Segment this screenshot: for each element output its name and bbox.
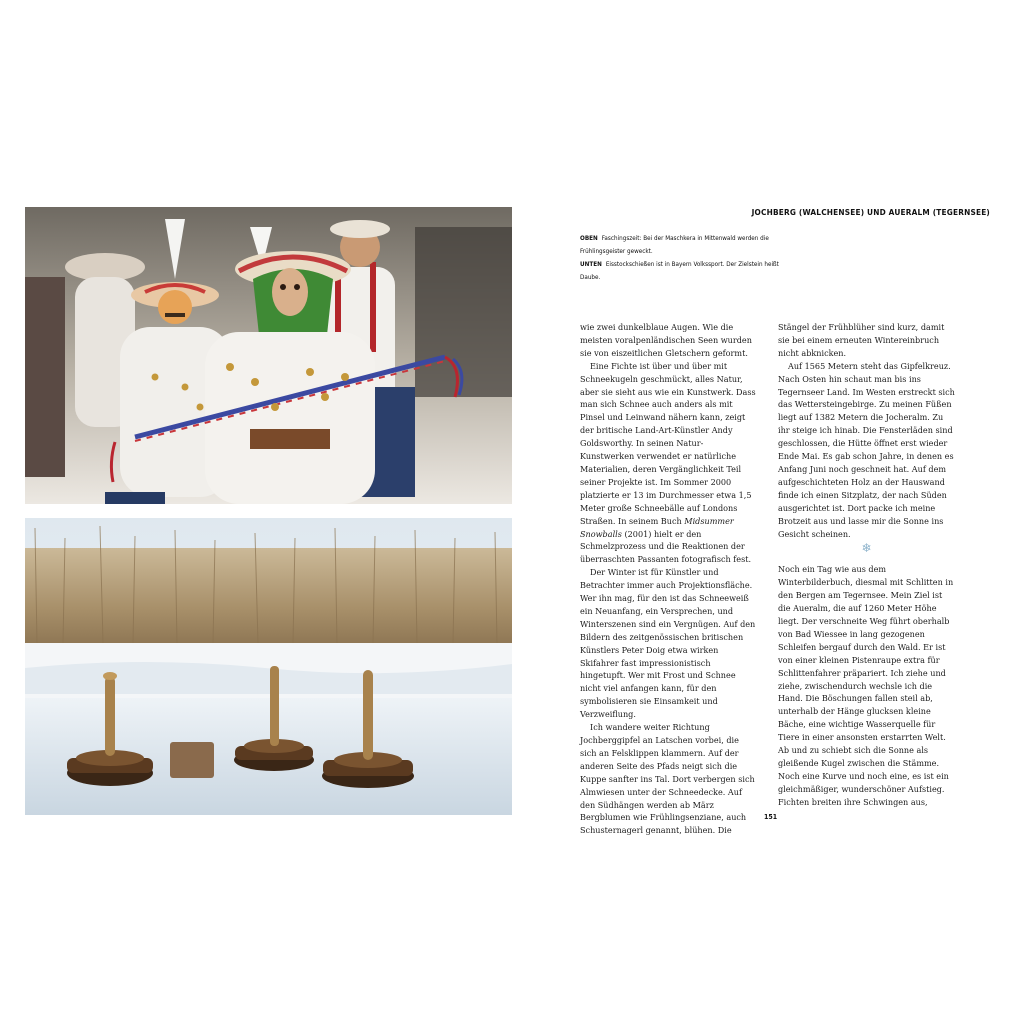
paragraph: Stängel der Frühblüher sind kurz, damit sie bei einem erneuten Wintereinbruch nicht abknicken. xyxy=(778,322,945,358)
carnival-photo-art xyxy=(25,207,512,504)
paragraph-goldsworthy xyxy=(580,360,757,567)
paragraph-text: Eine Fichte ist über und über mit Schneekugeln geschmückt, alles Natur, aber sie sieht aus wie ein Kunstwerk. Dass man sich Schnee auch anders als mit Pinsel und Leinwand nähern kann, zeigt der britische Land-Art-Künstler Andy Goldsworthy. In seinen Natur-Kunstwerken verwendet er natürliche Materialien, deren Vergänglichkeit Teil seiner Projekte ist. Im Sommer 2000 platzierte er 13 im Durchmesser etwa 1,5 Meter große Schneebälle auf Londons Straßen. In seinem Buch xyxy=(580,360,756,526)
caption-top-label: OBEN xyxy=(580,235,598,242)
caption-top xyxy=(580,232,780,258)
text-column-left xyxy=(580,321,757,837)
paragraph: Der Winter ist für Künstler und Betrachter immer auch Projektionsfläche. Wer ihn mag, für den ist das Schneeweiß ein Neuanfang, ein Versprechen, und Winterszenen sind ein Vergnügen. Auf den Bildern des zeitgenössischen britischen Künstlers Peter Doig etwa wirken Skifahrer fast impressionistisch hingetupft. Wer mit Frost und Schnee nicht viel anfangen kann, für den symbolisieren sie Einsamkeit und Verzweiflung. xyxy=(580,567,756,720)
paragraph-text: (2001) hielt er den Schmelzprozess und die Reaktionen der überraschten Passanten fotografisch fest. xyxy=(580,528,752,565)
curling-photo xyxy=(25,518,512,815)
caption-bottom-text: Eisstockschießen ist in Bayern Volkssport. Der Zielstein heißt Daube. xyxy=(580,261,779,281)
paragraph: Ich wandere weiter Richtung Jochberggipfel an Latschen vorbei, die sich an Felsklippen klammern. Auf der anderen Seite des Pfads neigt sich die Kuppe sanfter ins Tal. Dort verbergen sich Almwiesen unter der Schneedecke. Auf den Südhängen werden ab März Bergblumen wie Frühlingsenziane, auch Schusternagerl genannt, blühen. Die xyxy=(580,722,755,836)
curling-photo-art xyxy=(25,518,512,815)
snowflake-divider-icon: ❄ xyxy=(861,541,872,556)
book-title: Midsummer Snowballs xyxy=(580,515,734,539)
paragraph: Auf 1565 Metern steht das Gipfelkreuz. Nach Osten hin schaut man bis ins Tegernseer Land. Im Westen erstreckt sich das Wettersteingebirge. Zu meinen Füßen liegt auf 1382 Metern die Jocheralm. Zu ihr steige ich hinab. Die Fensterläden sind geschlossen, die Hütte öffnet erst wieder Ende Mai. Es gab schon Jahre, in denen es Anfang Juni noch geschneit hat. Auf dem aufgeschichteten Holz an der Hauswand finde ich einen Sitzplatz, der nach Süden ausgerichtet ist. Dort packe ich meine Brotzeit aus und lasse mir die Sonne ins Gesicht scheinen. xyxy=(778,360,955,539)
caption-bottom xyxy=(580,258,780,284)
running-header: JOCHBERG (WALCHENSEE) UND AUERALM (TEGERNSEE) xyxy=(751,207,990,217)
carnival-photo xyxy=(25,207,512,504)
paragraph: Noch ein Tag wie aus dem Winterbilderbuch, diesmal mit Schlitten in den Bergen am Tegernsee. Mein Ziel ist die Aueralm, die auf 1260 Meter Höhe liegt. Der verschneite Weg führt oberhalb von Bad Wiessee in lang gezogenen Schleifen bergauf durch den Wald. Er ist von einer kleinen Pistenraupe extra für Schlittenfahrer präpariert. Ich ziehe und ziehe, zwischendurch wechsle ich die Hand. Die Böschungen fallen steil ab, unterhalb der Hänge glucksen kleine Bäche, eine wichtige Wasserquelle für Tiere in einer ansonsten erstarrten Welt. Ab und zu schiebt sich die Sonne als gleißende Kugel zwischen die Stämme. Noch eine Kurve und noch eine, es ist ein gleichmäßiger, wunderschöner Aufstieg. Fichten breiten ihre Schwingen aus, xyxy=(778,564,954,807)
photo-captions xyxy=(580,232,780,284)
caption-bottom-label: UNTEN xyxy=(580,261,602,268)
caption-top-text: Faschingszeit: Bei der Maschkera in Mittenwald werden die Frühlingsgeister geweckt. xyxy=(580,235,769,255)
page-number: 151 xyxy=(764,813,778,821)
text-column-right xyxy=(778,321,955,809)
paragraph: wie zwei dunkelblaue Augen. Wie die meisten voralpenländischen Seen wurden sie von eiszeitlichen Gletschern geformt. xyxy=(580,322,752,358)
